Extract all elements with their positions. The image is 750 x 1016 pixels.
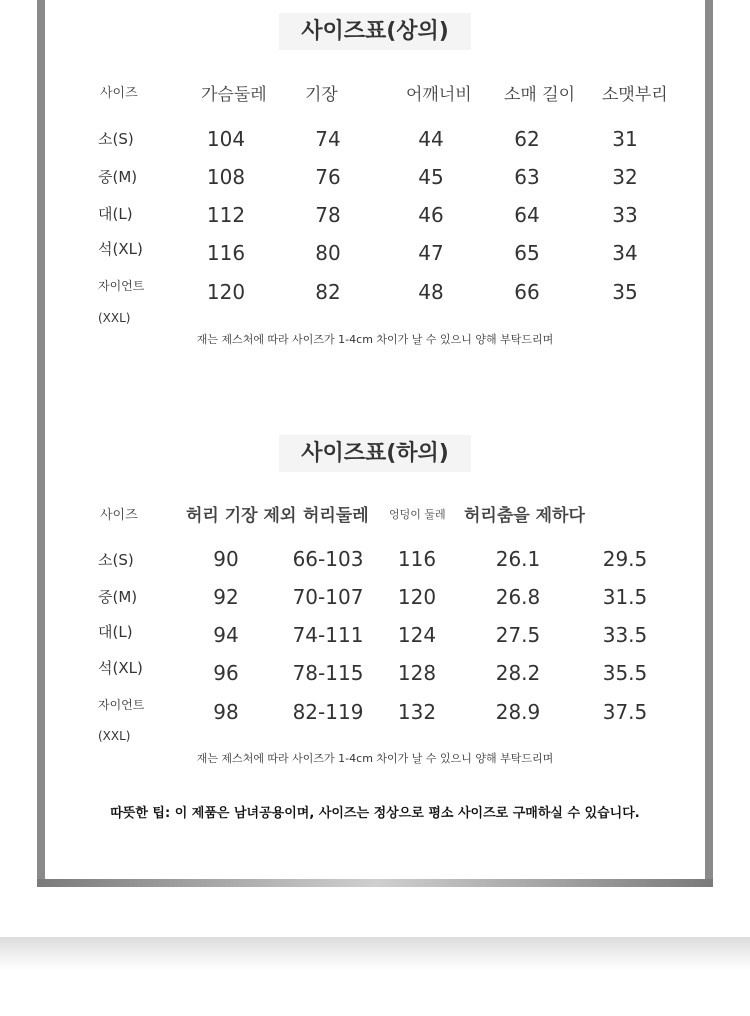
bottom-row-label-xxl: 자이언트 [98,698,145,712]
bottom-cell: 124 [397,623,437,647]
bottom-cell: 94 [213,623,239,647]
bottom-cell: 92 [213,585,239,609]
top-cell: 108 [206,165,246,189]
bottom-cell: 78-115 [292,661,364,685]
bottom-cell: 82-119 [292,700,364,724]
bottom-cell: 28.9 [495,700,541,724]
bottom-cell: 74-111 [292,623,364,647]
top-cell: 80 [315,241,341,265]
bottom-header-waistband: 허리춤을 제하다 [464,506,585,526]
bottom-row-label-xxl-sub: (XXL) [98,729,131,743]
bottom-header-waist: 허리둘레 [303,506,369,526]
top-cell: 44 [418,127,444,151]
top-measurement-note: 재는 제스처에 따라 사이즈가 1-4cm 차이가 날 수 있으니 양해 부탁드리며 [196,333,554,346]
top-row-label-xxl: 자이언트 [98,279,145,293]
top-header-shoulder: 어깨너비 [406,85,472,105]
bottom-header-hip: 엉덩이 둘레 [389,508,446,521]
bottom-row-label-l: 대(L) [98,623,133,641]
bottom-cell: 31.5 [602,585,648,609]
bottom-cell: 26.8 [495,585,541,609]
bottom-table-title: 사이즈표(하의) [0,436,750,467]
shadow-band [0,937,750,971]
top-header-cuff: 소맷부리 [602,85,668,105]
top-cell: 34 [612,241,638,265]
bottom-measurement-note: 재는 제스처에 따라 사이즈가 1-4cm 차이가 날 수 있으니 양해 부탁드리며 [196,752,554,765]
bottom-cell: 132 [397,700,437,724]
top-header-sleeve: 소매 길이 [504,85,576,105]
top-cell: 112 [206,203,246,227]
top-cell: 32 [612,165,638,189]
top-cell: 47 [418,241,444,265]
bottom-cell: 70-107 [292,585,364,609]
top-cell: 116 [206,241,246,265]
top-cell: 45 [418,165,444,189]
frame-bottom-edge [37,879,713,887]
top-row-label-xxl-sub: (XXL) [98,311,131,325]
bottom-row-label-s: 소(S) [98,551,134,569]
top-row-label-m: 중(M) [98,168,138,186]
bottom-cell: 116 [397,547,437,571]
bottom-cell: 33.5 [602,623,648,647]
top-row-label-s: 소(S) [98,130,134,148]
bottom-cell: 26.1 [495,547,541,571]
top-cell: 120 [206,280,246,304]
top-cell: 65 [514,241,540,265]
top-header-length: 기장 [305,85,338,105]
top-cell: 74 [315,127,341,151]
top-row-label-l: 대(L) [98,205,133,223]
top-cell: 33 [612,203,638,227]
top-cell: 78 [315,203,341,227]
bottom-cell: 37.5 [602,700,648,724]
top-cell: 35 [612,280,638,304]
bottom-cell: 28.2 [495,661,541,685]
top-cell: 82 [315,280,341,304]
bottom-cell: 29.5 [602,547,648,571]
top-table-title: 사이즈표(상의) [0,14,750,45]
top-cell: 104 [206,127,246,151]
bottom-row-label-xl: 석(XL) [98,659,143,677]
top-cell: 66 [514,280,540,304]
bottom-cell: 120 [397,585,437,609]
warm-tip: 따뜻한 팁: 이 제품은 남녀공용이며, 사이즈는 정상으로 평소 사이즈로 구매하실 수 있습니다. [110,806,640,821]
bottom-cell: 128 [397,661,437,685]
top-cell: 76 [315,165,341,189]
bottom-header-length-excl-waist: 허리 기장 제외 [186,506,297,526]
bottom-cell: 98 [213,700,239,724]
bottom-header-size: 사이즈 [100,508,138,523]
top-cell: 62 [514,127,540,151]
top-cell: 63 [514,165,540,189]
bottom-cell: 90 [213,547,239,571]
top-cell: 31 [612,127,638,151]
bottom-cell: 35.5 [602,661,648,685]
top-row-label-xl: 석(XL) [98,240,143,258]
top-cell: 48 [418,280,444,304]
top-header-size: 사이즈 [100,86,138,101]
top-header-chest: 가슴둘레 [201,85,267,105]
bottom-row-label-m: 중(M) [98,588,138,606]
bottom-cell: 66-103 [292,547,364,571]
bottom-cell: 96 [213,661,239,685]
top-cell: 64 [514,203,540,227]
bottom-cell: 27.5 [495,623,541,647]
top-cell: 46 [418,203,444,227]
